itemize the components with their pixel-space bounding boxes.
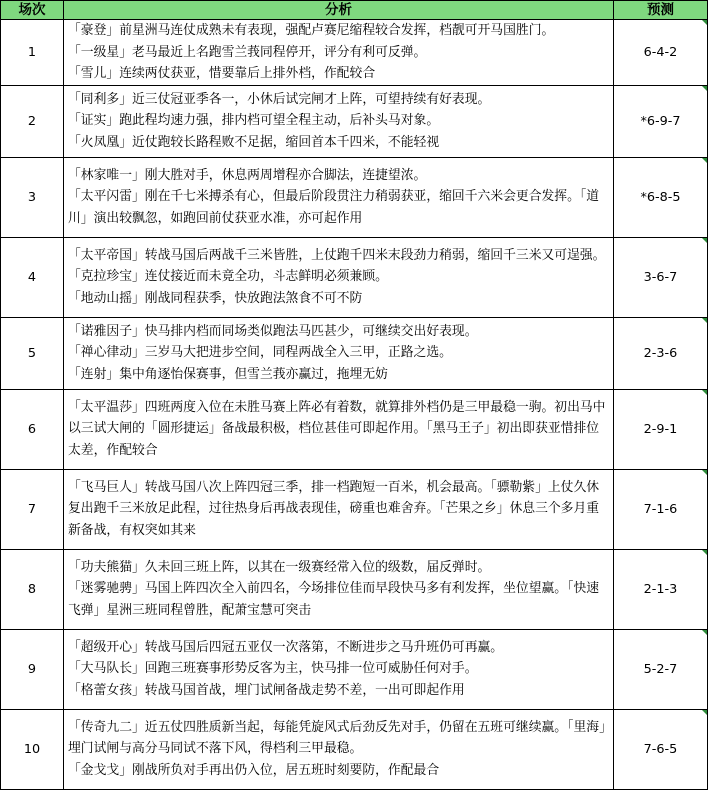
- analysis-line: 「超级开心」转战马国后四冠五亚仅一次落第，不断进步之马升班仍可再赢。: [68, 639, 504, 655]
- prediction-cell: 2-3-6: [614, 317, 708, 389]
- table-row: [1, 317, 708, 389]
- analysis-line: 「林家唯一」刚大胜对手，休息两周增程亦合脚法，连捷望浓。: [68, 167, 427, 183]
- header-prediction: 预测: [614, 1, 708, 20]
- table-row: [1, 237, 708, 317]
- analysis-line: 「同利多」近三仗冠亚季各一，小休后试完闸才上阵，可望持续有好表现。: [68, 91, 491, 107]
- prediction-cell: 7-1-6: [614, 469, 708, 549]
- analysis-line: 「金戈戈」刚战所负对手再出仍入位，居五班时刻要防，作配最合: [68, 762, 440, 778]
- analysis-line: 「诺雅因子」快马排内档而同场类似跑法马匹甚少，可继续交出好表现。: [68, 323, 478, 339]
- header-analysis: 分析: [64, 1, 614, 20]
- prediction-cell: 6-4-2: [614, 20, 708, 86]
- analysis-cell: [64, 85, 614, 157]
- analysis-line: 「禅心律动」三岁马大把进步空间，同程两战全入三甲，正路之选。: [68, 345, 452, 361]
- analysis-line: 「太平闪雷」刚在千七米搏杀有心，但最后阶段贯注力稍弱获亚，缩回千六米会更合发挥。「道川」演出较飘忽，如跑回前仗获亚水准，亦可起作用: [68, 189, 600, 226]
- analysis-line: 「迷雾驰骋」马国上阵四次全入前四名，今场排位佳而早段快马多有利发挥，坐位望赢。「快速飞弹」星洲三班同程曾胜，配萧宝慧可突击: [68, 581, 600, 618]
- prediction-cell: 3-6-7: [614, 237, 708, 317]
- analysis-line: 「证实」跑此程均速力强，排内档可望全程主动，后补头马对象。: [68, 113, 440, 129]
- analysis-cell: [64, 629, 614, 709]
- analysis-line: 「地动山摇」刚战同程获季，快放跑法煞食不可不防: [68, 290, 363, 306]
- analysis-line: 「火凤凰」近仗跑较长路程败不足据，缩回首本千四米，不能轻视: [68, 134, 440, 150]
- analysis-line: 「太平帝国」转战马国后两战千三米皆胜，上仗跑千四米末段劲力稍弱，缩回千三米又可逞强。「克拉珍宝」连仗接近而未竟全功，斗志鲜明必须兼顾。: [68, 247, 606, 285]
- table-row: [1, 629, 708, 709]
- analysis-cell: [64, 389, 614, 469]
- race-number: 10: [1, 709, 64, 789]
- table-row: [1, 549, 708, 629]
- analysis-line: 「一级星」老马最近上名跑雪兰莪同程停开，评分有利可反弹。: [68, 44, 427, 60]
- table-row: [1, 709, 708, 789]
- analysis-cell: [64, 20, 614, 86]
- analysis-cell: [64, 237, 614, 317]
- race-number: 3: [1, 157, 64, 237]
- race-number: 1: [1, 20, 64, 86]
- analysis-line: 「功夫熊猫」久未回三班上阵，以其在一级赛经常入位的级数，届反弹时。: [68, 559, 491, 575]
- analysis-line: 「传奇九二」近五仗四胜质新当起，每能凭旋风式后劲反先对手，仍留在五班可继续赢。「里海」埋门试闸与高分马同试不落下风，得档利三甲最稳。: [68, 719, 606, 757]
- table-row: [1, 20, 708, 86]
- race-number: 6: [1, 389, 64, 469]
- table-row: [1, 85, 708, 157]
- race-number: 5: [1, 317, 64, 389]
- prediction-cell: *6-9-7: [614, 85, 708, 157]
- prediction-cell: 7-6-5: [614, 709, 708, 789]
- analysis-line: 「雪儿」连续两仗获亚，惜要靠后上排外档，作配较合: [68, 66, 376, 81]
- analysis-cell: [64, 469, 614, 549]
- analysis-line: 「格蕾女孩」转战马国首战，埋门试闸备战走势不差，一出可即起作用: [68, 682, 465, 698]
- analysis-cell: [64, 549, 614, 629]
- prediction-cell: 2-1-3: [614, 549, 708, 629]
- table-row: [1, 389, 708, 469]
- analysis-line: 「豪登」前星洲马连仗成熟未有表现，强配卢赛尼缩程较合发挥，档靓可开马国胜门。: [68, 23, 555, 38]
- analysis-cell: [64, 709, 614, 789]
- analysis-line: 「连射」集中角逐怡保赛事，但雪兰莪亦赢过，拖埋无妨: [68, 366, 388, 382]
- analysis-cell: [64, 317, 614, 389]
- table-row: [1, 469, 708, 549]
- race-number: 8: [1, 549, 64, 629]
- header-race: 场次: [1, 1, 64, 20]
- prediction-cell: *6-8-5: [614, 157, 708, 237]
- analysis-line: 「太平温莎」四班两度入位在未胜马赛上阵必有着数，就算排外档仍是三甲最稳一驹。初出马中以三试大闸的「圆形捷运」备战最积极，档位甚佳可即起作用。「黑马王子」初出即获亚惜排位太差，作配较合: [68, 399, 606, 458]
- analysis-line: 「大马队长」回跑三班赛事形势反客为主，快马排一位可威胁任何对手。: [68, 661, 478, 677]
- race-number: 4: [1, 237, 64, 317]
- prediction-cell: 2-9-1: [614, 389, 708, 469]
- analysis-line: 「飞马巨人」转战马国八次上阵四冠三季，排一档跑短一百米，机会最高。「骠勒紫」上仗久休复出跑千三米放足此程，过往热身后再战表现佳，磅重也难舍弃。「芒果之乡」休息三个多月重新备战，有权突如其来: [68, 479, 600, 538]
- race-number: 2: [1, 85, 64, 157]
- table-row: [1, 157, 708, 237]
- header-row: [1, 1, 708, 20]
- prediction-cell: 5-2-7: [614, 629, 708, 709]
- analysis-cell: [64, 157, 614, 237]
- race-number: 9: [1, 629, 64, 709]
- race-number: 7: [1, 469, 64, 549]
